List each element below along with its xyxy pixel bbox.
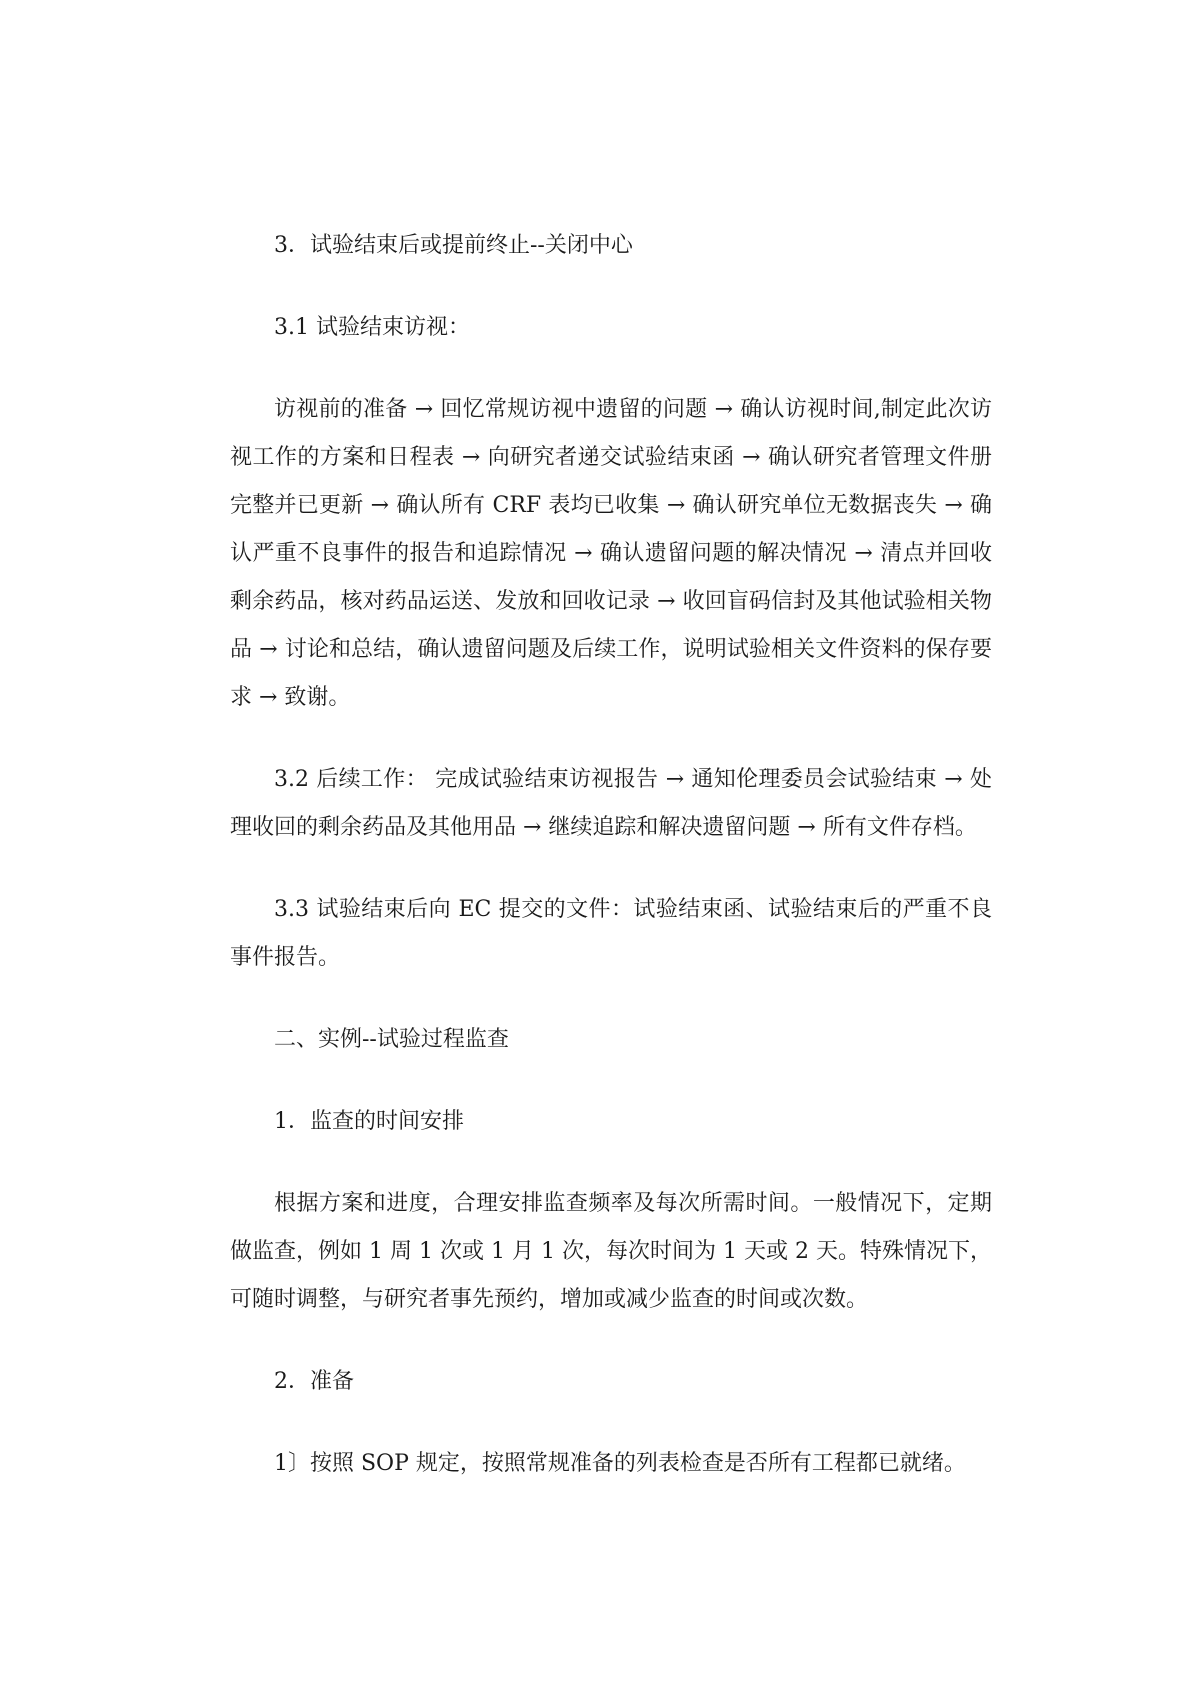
section-heading-example: 二、实例--试验过程监查 <box>274 1027 509 1052</box>
subheading-3-1: 3.1 试验结束访视： <box>274 315 470 340</box>
paragraph-preparation-1: 1〕按照 SOP 规定，按照常规准备的列表检查是否所有工程都已就绪。 <box>274 1451 966 1476</box>
paragraph-3-2-follow-up: 3.2 后续工作： 完成试验结束访视报告 → 通知伦理委员会试验结束 → 处理收回的剩余药品及其他用品 → 继续追踪和解决遗留问题 → 所有文件存档。 <box>230 767 992 840</box>
document-body <box>230 222 992 1488</box>
paragraph-3-3-ec-documents: 3.3 试验结束后向 EC 提交的文件：试验结束函、试验结束后的严重不良事件报告。 <box>230 897 992 970</box>
section-heading-3: 3．试验结束后或提前终止--关闭中心 <box>274 233 633 258</box>
subheading-schedule: 1．监查的时间安排 <box>274 1109 464 1134</box>
paragraph-schedule: 根据方案和进度，合理安排监查频率及每次所需时间。一般情况下，定期做监查，例如 1 周 1 次或 1 月 1 次，每次时间为 1 天或 2 天。特殊情况下，可随时调整，与研究者事先预约，增加或减少监查的时间或次数。 <box>230 1191 992 1312</box>
subheading-preparation: 2．准备 <box>274 1369 354 1394</box>
paragraph-closing-visit-steps: 访视前的准备 → 回忆常规访视中遗留的问题 → 确认访视时间,制定此次访视工作的方案和日程表 → 向研究者递交试验结束函 → 确认研究者管理文件册完整并已更新 → 确认所有 CRF 表均已收集 → 确认研究单位无数据丧失 → 确认严重不良事件的报告和追踪情况 → 确认遗留问题的解决情况 → 清点并回收剩余药品，核对药品运送、发放和回收记录 → 收回盲码信封及其他试验相关物品 → 讨论和总结，确认遗留问题及后续工作，说明试验相关文件资料的保存要求 → 致谢。 <box>230 397 992 710</box>
